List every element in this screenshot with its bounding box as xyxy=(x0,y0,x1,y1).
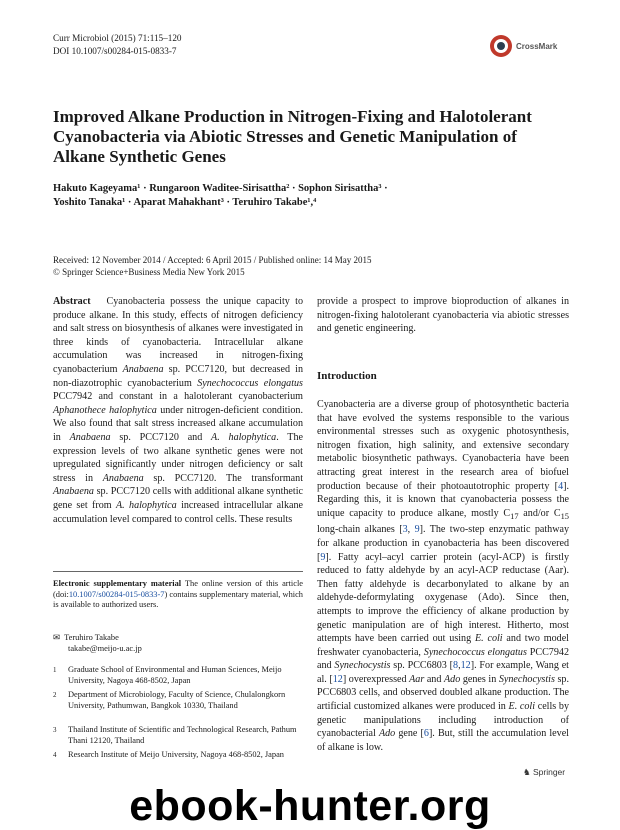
intro-text: sp. PCC6803 cells, and observed doubled alkane production. The artificial customized alkanes were produced in xyxy=(317,673,569,713)
subscript: 17 xyxy=(510,511,519,521)
species-name: A. halophytica xyxy=(115,499,177,511)
esm-doi-link[interactable]: 10.1007/s00284-015-0833-7 xyxy=(68,589,165,599)
abstract-label: Abstract xyxy=(53,296,91,307)
affiliation-number: 1 xyxy=(53,666,57,674)
intro-text: ]. The two-step enzymatic pathway for alkane production in cyanobacteria has been discovered [ xyxy=(317,524,570,563)
journal-citation: Curr Microbiol (2015) 71:115–120 xyxy=(53,33,182,43)
intro-text: ] overexpressed xyxy=(342,673,410,685)
abstract-text: sp. PCC7120. The transformant xyxy=(143,472,303,484)
gene-name: Ado xyxy=(378,728,396,740)
doi-line: DOI 10.1007/s00284-015-0833-7 xyxy=(53,45,177,56)
reference-link[interactable]: 8 xyxy=(453,660,459,672)
reference-link[interactable]: 3 xyxy=(402,524,408,536)
species-name: Synechococcus elongatus xyxy=(423,646,527,658)
species-name: E. coli xyxy=(474,633,503,645)
esm-label: Electronic supplementary material xyxy=(53,579,182,588)
species-name: Anabaena xyxy=(69,431,111,443)
species-name: Synechococcus elongatus xyxy=(197,377,303,389)
reference-link[interactable]: 12 xyxy=(460,660,471,672)
intro-text: ]. But, still the accumulation level of alkane is low. xyxy=(317,728,569,753)
reference-link[interactable]: 9 xyxy=(414,524,420,536)
affiliation-2 xyxy=(53,690,303,711)
crossmark-icon xyxy=(490,35,512,57)
intro-text: and/or C xyxy=(518,507,561,519)
species-name: Aphanothece halophytica xyxy=(53,404,157,416)
abstract-text: Cyanobacteria possess the unique capacity to produce alkane. In this study, effects of nitrogen deficiency and salt stress on biosynthesis of alkanes were investigated in three kinds of cyanobacteria. Intracellular alkane accumulation was increased in nitrogen-fixing cyanobacterium xyxy=(53,296,303,375)
corresponding-name: Teruhiro Takabe xyxy=(64,633,119,642)
author-line-1: Hakuto Kageyama¹ · Rungaroon Waditee-Sirisattha² · Sophon Sirisattha³ · xyxy=(53,183,388,194)
intro-text: sp. PCC6803 [ xyxy=(390,660,454,672)
intro-text: and two model freshwater cyanobacteria, xyxy=(317,633,569,658)
abstract-text: sp. PCC7120, but decreased in non-diazotrophic cyanobacterium xyxy=(53,363,303,389)
abstract-text: PCC7942 and constant in a halotolerant cyanobacterium xyxy=(53,391,303,403)
species-name: Synechocystis xyxy=(334,660,391,672)
reference-link[interactable]: 4 xyxy=(558,480,564,492)
intro-text: ]. Regarding this, it is known that cyanobacteria possess the unique capacity to produce alkane, mostly C xyxy=(317,480,569,519)
gene-name: Aar xyxy=(409,673,425,685)
article-title: Improved Alkane Production in Nitrogen-Fixing and Halotolerant Cyanobacteria via Abiotic Stresses and Genetic Manipulation of Alkane Synthetic Genes xyxy=(53,107,532,166)
reference-link[interactable]: 9 xyxy=(320,551,326,563)
affiliation-1 xyxy=(53,665,303,686)
crossmark-label: CrossMark xyxy=(516,41,558,51)
species-name: E. coli xyxy=(508,701,536,713)
esm-text: The online version of this article (doi: xyxy=(53,579,303,599)
affiliation-number: 4 xyxy=(53,751,57,759)
abstract-text: sp. PCC7120 cells with additional alkane synthetic gene set from xyxy=(53,486,303,511)
intro-text: ]. For example, Wang et al. [ xyxy=(317,660,569,685)
gene-name: Ado xyxy=(444,673,461,685)
affiliation-text: Research Institute of Meijo University, Nagoya 468-8502, Japan xyxy=(68,750,284,759)
author-line-2: Yoshito Tanaka¹ · Aparat Mahakhant³ · Teruhiro Takabe¹,⁴ xyxy=(53,197,317,208)
intro-text: PCC7942 and xyxy=(317,646,569,672)
abstract-text: under nitrogen-deficient condition. We also found that salt stress increased alkane accumulation in xyxy=(53,404,303,443)
species-name: Anabaena xyxy=(53,486,94,498)
affiliation-3 xyxy=(53,725,303,746)
corresponding-email[interactable]: takabe@meijo-u.ac.jp xyxy=(68,643,142,653)
crossmark-badge[interactable] xyxy=(490,28,570,64)
affiliation-text: Graduate School of Environmental and Human Sciences, Meijo University, Nagoya 468-8502, Japan xyxy=(68,665,282,685)
intro-text: Cyanobacteria are a diverse group of photosynthetic bacteria that have evolved the systems responsible to the various environmental stresses such as oxygenic photosynthesis, nitrogen fixation, high salinity, and extensive secondary metabolic biosynthetic pathways. Cyanobacteria have been attracting great interest in the research area of biofuel production because of their photoautotrophic property [ xyxy=(317,399,569,492)
reference-link[interactable]: 12 xyxy=(332,673,343,685)
intro-text: and xyxy=(424,673,444,685)
intro-text: cells by genetic manipulations including introduction of cyanobacterial xyxy=(317,701,569,740)
affiliation-4 xyxy=(53,750,303,761)
species-name: A. halophytica xyxy=(211,431,277,443)
copyright-line: © Springer Science+Business Media New York 2015 xyxy=(53,266,245,277)
affiliation-text: Department of Microbiology, Faculty of Science, Chulalongkorn University, Pathumwan, Bangkok 10330, Thailand xyxy=(68,690,286,710)
intro-text: long-chain alkanes [ xyxy=(317,524,403,536)
species-name: Synechocystis xyxy=(498,673,555,685)
esm-text: ) contains supplementary material, which is available to authorized users. xyxy=(53,589,303,610)
abstract xyxy=(53,295,303,526)
springer-logo: ♞ Springer xyxy=(523,767,565,778)
abstract-text: increased intracellular alkane accumulation level compared to control cells. These results xyxy=(53,499,303,525)
introduction-body xyxy=(317,398,569,754)
received-accepted-line: Received: 12 November 2014 / Accepted: 6 April 2015 / Published online: 14 May 2015 xyxy=(53,255,372,265)
abstract-continued: provide a prospect to improve bioproduction of alkanes in nitrogen-fixing halotolerant cyanobacteria via abiotic stresses and genetic engineering. xyxy=(317,296,569,335)
abstract-text: . The expression levels of two alkane synthetic genes were not upregulated significantly under nitrogen deficiency or salt stress in xyxy=(53,431,304,484)
journal-meta xyxy=(53,32,182,57)
affiliation-text: Thailand Institute of Scientific and Technological Research, Pathum Thani 12120, Thailand xyxy=(68,725,297,745)
intro-text: , xyxy=(458,660,461,672)
intro-text: ]. Fatty acyl–acyl carrier protein (acyl-ACP) is firstly reduced to fatty aldehyde by an acyl-ACP reductase (Aar). Then fatty aldehyde is decarbonylated to alkane by an aldehyde-deformylating oxygenase (Ado). Since then, attempts to improve the efficiency of alkane production by genetic manipulation are of high interest. Hitherto, most attempts have been carried out using xyxy=(317,551,569,645)
publication-dates xyxy=(53,255,573,278)
corresponding-author xyxy=(53,633,303,654)
intro-text: , xyxy=(407,524,415,536)
introduction-heading: Introduction xyxy=(317,370,377,382)
footnote-divider xyxy=(53,571,303,572)
intro-text: genes in xyxy=(460,673,499,685)
subscript: 15 xyxy=(560,511,569,521)
abstract-text: sp. PCC7120 and xyxy=(110,431,212,443)
supplementary-note xyxy=(53,579,303,611)
envelope-icon: ✉ xyxy=(53,633,61,642)
affiliation-number: 2 xyxy=(53,691,57,699)
intro-text: gene [ xyxy=(395,728,424,740)
species-name: Anabaena xyxy=(102,472,144,484)
author-list xyxy=(53,182,553,210)
reference-link[interactable]: 6 xyxy=(423,728,429,740)
affiliation-number: 3 xyxy=(53,726,57,734)
watermark: ebook-hunter.org xyxy=(129,782,491,830)
species-name: Anabaena xyxy=(122,363,164,375)
